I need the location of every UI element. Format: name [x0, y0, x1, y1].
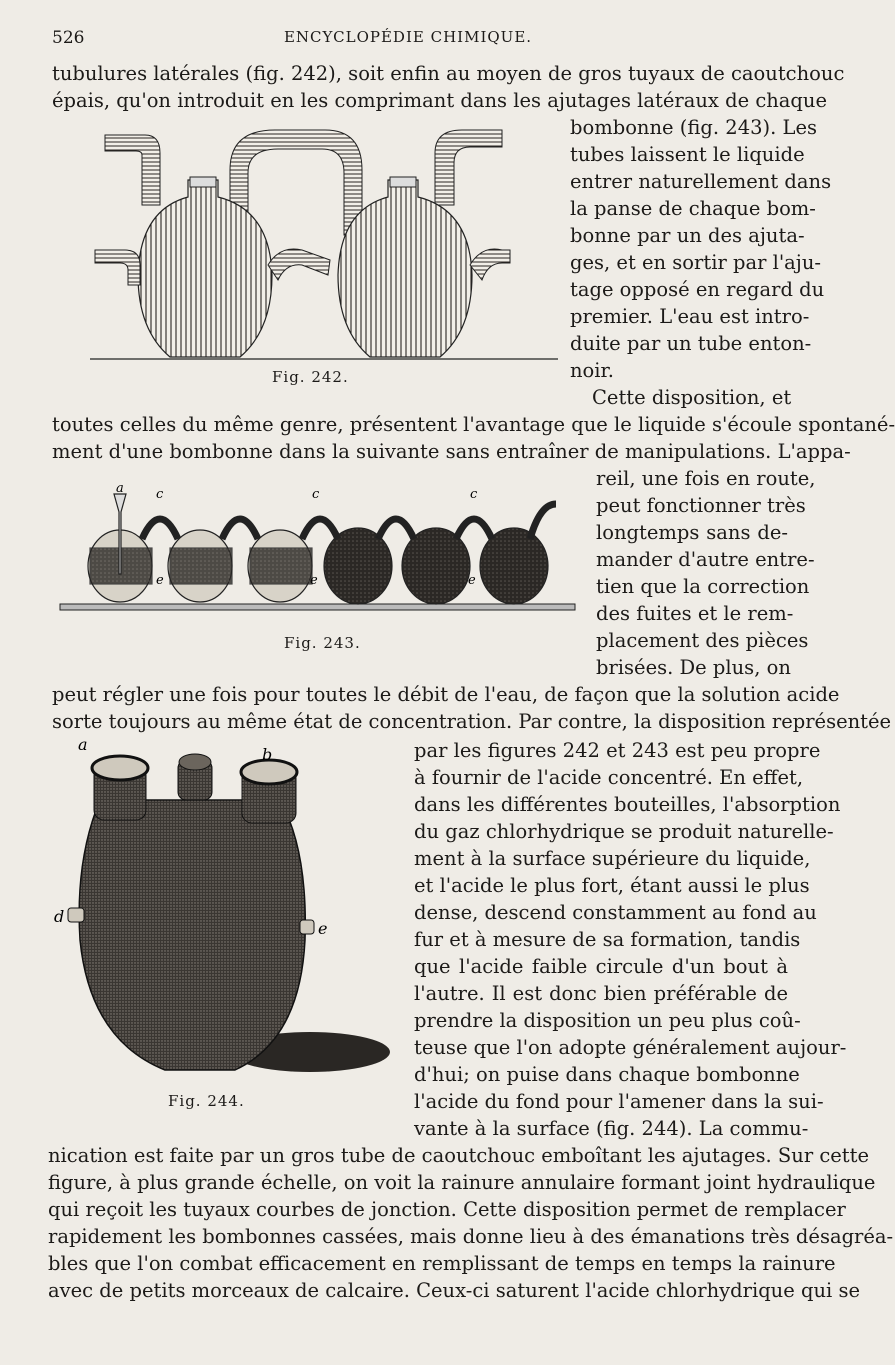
text-line: reil, une fois en route, — [596, 467, 816, 490]
figure-244-caption: Fig. 244. — [168, 1092, 245, 1110]
text-line: ment à la surface supérieure du liquide, — [414, 847, 811, 870]
text-line: peut régler une fois pour toutes le débit de l'eau, de façon que la solution acide — [52, 683, 840, 706]
text-line: l'autre. Il est donc bien préférable de — [414, 982, 788, 1005]
text-line: des fuites et le rem- — [596, 602, 794, 625]
figure-243-caption: Fig. 243. — [284, 634, 361, 652]
text-line: du gaz chlorhydrique se produit naturelle- — [414, 820, 834, 843]
text-line: l'acide du fond pour l'amener dans la sui- — [414, 1090, 824, 1113]
text-line: tubes laissent le liquide — [570, 143, 805, 166]
text-line: brisées. De plus, on — [596, 656, 791, 679]
text-line: dense, descend constamment au fond au — [414, 901, 817, 924]
text-line: tubulures latérales (fig. 242), soit enfin au moyen de gros tuyaux de caoutchouc — [52, 62, 845, 85]
text-line: dans les différentes bouteilles, l'absorption — [414, 793, 841, 816]
text-line: la panse de chaque bom- — [570, 197, 816, 220]
text-line: mander d'autre entre- — [596, 548, 815, 571]
figure-242-caption: Fig. 242. — [272, 368, 349, 386]
text-line: noir. — [570, 359, 614, 382]
text-line: peut fonctionner très — [596, 494, 806, 517]
figure-243-label-c: c — [312, 487, 320, 502]
figure-244-label-b: b — [262, 745, 273, 764]
text-line: longtemps sans de- — [596, 521, 788, 544]
figure-243-label-c: c — [156, 487, 164, 502]
text-line: ment d'une bombonne dans la suivante sans entraîner de manipulations. L'appa- — [52, 440, 851, 463]
running-title: ENCYCLOPÉDIE CHIMIQUE. — [283, 28, 533, 46]
text-line: fur et à mesure de sa formation, tandis — [414, 928, 801, 951]
page-number: 526 — [52, 28, 85, 48]
figure-244-label-d: d — [54, 907, 65, 926]
figure-243-label-a: a — [116, 481, 124, 496]
text-line: duite par un tube enton- — [570, 332, 812, 355]
figure-243-label-e: e — [468, 573, 476, 588]
text-line: avec de petits morceaux de calcaire. Ceux-ci saturent l'acide chlorhydrique qui se — [48, 1279, 861, 1302]
text-line: sorte toujours au même état de concentration. Par contre, la disposition représentée — [52, 710, 892, 733]
text-line: tage opposé en regard du — [570, 278, 825, 301]
text-line: qui reçoit les tuyaux courbes de jonction. Cette disposition permet de remplacer — [48, 1198, 846, 1221]
figure-244-label-e: e — [318, 919, 328, 938]
figure-243-label-e: e — [156, 573, 164, 588]
text-line: premier. L'eau est intro- — [570, 305, 810, 328]
text-line: toutes celles du même genre, présentent l'avantage que le liquide s'écoule spontané- — [52, 413, 895, 436]
text-line: tien que la correction — [596, 575, 810, 598]
text-line: entrer naturellement dans — [570, 170, 832, 193]
figure-243-label-c: c — [470, 487, 478, 502]
text-line: d'hui; on puise dans chaque bombonne — [414, 1063, 800, 1086]
text-line: et l'acide le plus fort, étant aussi le plus — [414, 874, 810, 897]
text-line: épais, qu'on introduit en les comprimant dans les ajutages latéraux de chaque — [52, 89, 828, 112]
text-line: à fournir de l'acide concentré. En effet, — [414, 766, 804, 789]
figure-244-illustration — [50, 735, 400, 1085]
text-line: nication est faite par un gros tube de caoutchouc emboîtant les ajutages. Sur cette — [48, 1144, 870, 1167]
text-line: par les figures 242 et 243 est peu propre — [414, 739, 821, 762]
text-line: rapidement les bombonnes cassées, mais donne lieu à des émanations très désagréa- — [48, 1225, 894, 1248]
text-line: prendre la disposition un peu plus coû- — [414, 1009, 801, 1032]
figure-242-illustration — [90, 125, 560, 370]
text-line: bles que l'on combat efficacement en remplissant de temps en temps la rainure — [48, 1252, 836, 1275]
text-line: vante à la surface (fig. 244). La commu- — [414, 1117, 809, 1140]
text-line: que l'acide faible circule d'un bout à — [414, 955, 788, 978]
figure-243-illustration — [60, 481, 580, 616]
figure-243-label-e: e — [310, 573, 318, 588]
text-line: bonne par un des ajuta- — [570, 224, 805, 247]
text-line: teuse que l'on adopte généralement aujour- — [414, 1036, 847, 1059]
text-line: Cette disposition, et — [592, 386, 792, 409]
text-line: bombonne (fig. 243). Les — [570, 116, 818, 139]
text-line: figure, à plus grande échelle, on voit la rainure annulaire formant joint hydraulique — [48, 1171, 876, 1194]
text-line: placement des pièces — [596, 629, 809, 652]
text-line: ges, et en sortir par l'aju- — [570, 251, 822, 274]
figure-244-label-a: a — [78, 735, 88, 754]
page-header — [52, 28, 764, 50]
